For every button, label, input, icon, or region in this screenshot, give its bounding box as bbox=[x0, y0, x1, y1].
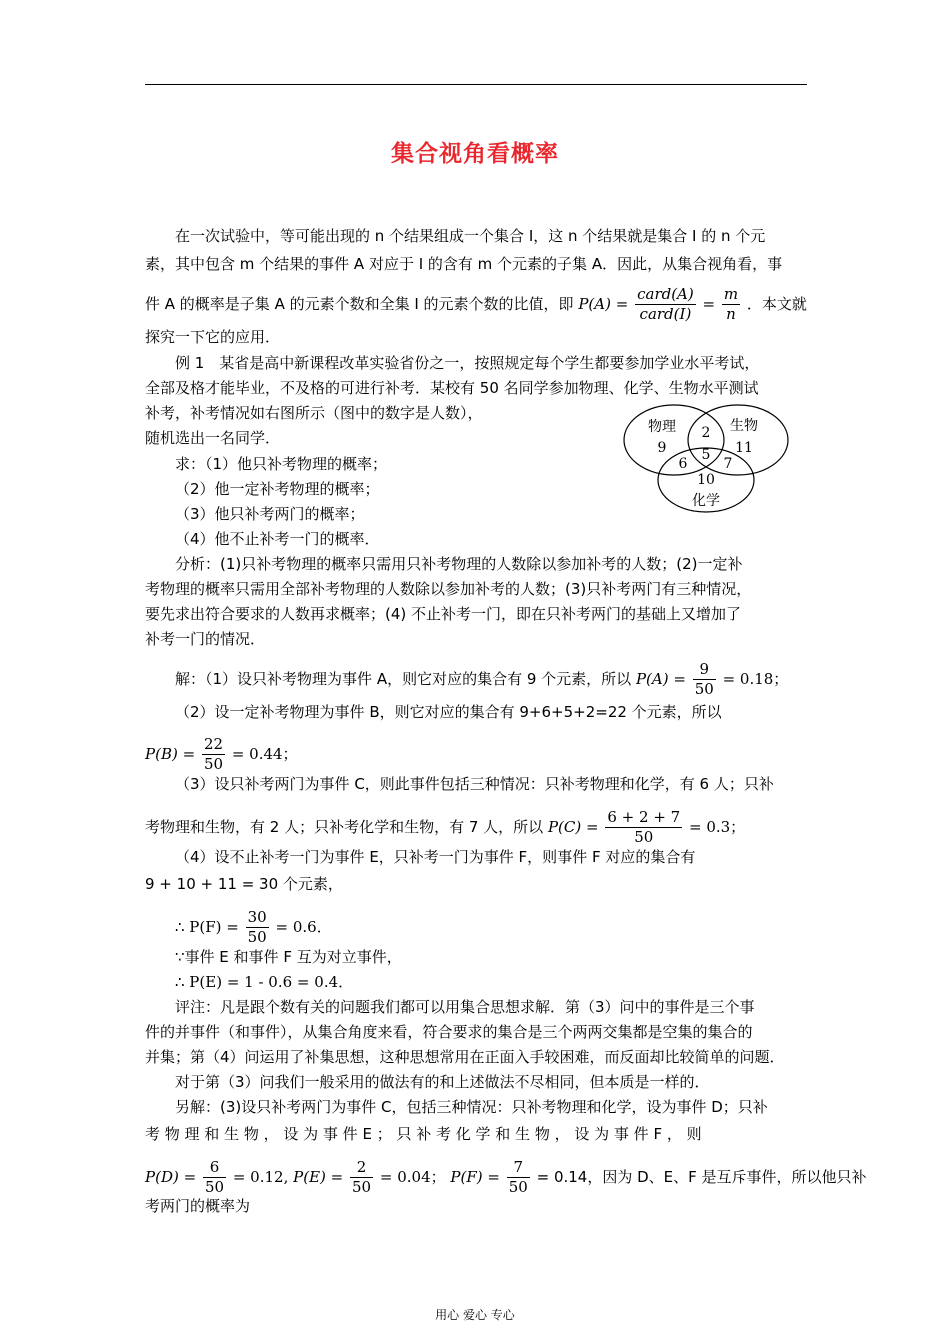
n-denominator: n bbox=[726, 305, 736, 323]
physics-only-count: 9 bbox=[657, 440, 667, 456]
analysis-line-1: 分析：(1)只补考物理的概率只需用只补考物理的人数除以参加补考的人数；(2)一定补 bbox=[175, 555, 743, 573]
intro-line-2: 素，其中包含 m 个结果的事件 A 对应于 I 的含有 m 个元素的子集 A．因此，从集合视角看，事 bbox=[145, 255, 783, 273]
alt-e-fraction bbox=[350, 1158, 373, 1197]
solution-2-line-2 bbox=[145, 735, 298, 774]
intro-line-4: 探究一下它的应用． bbox=[145, 328, 281, 346]
solution-1-num: 9 bbox=[693, 660, 716, 680]
solution-4-fraction bbox=[246, 908, 269, 947]
solution-2-fraction bbox=[202, 735, 225, 774]
alt-e-rhs: = 0.04； bbox=[379, 1168, 446, 1186]
chemistry-label: 化学 bbox=[692, 493, 720, 509]
solution-3-line-2 bbox=[145, 808, 745, 847]
solution-4-lhs: ∴ P(F) = bbox=[175, 918, 239, 936]
solution-4-rhs: = 0.6． bbox=[275, 918, 332, 936]
solution-2-line-1: （2）设一定补考物理为事件 B，则它对应的集合有 9+6+5+2=22 个元素，所以 bbox=[175, 703, 722, 721]
analysis-line-3: 要先求出符合要求的人数再求概率；(4) 不止补考一门，即在只补考两门的基础上又增加了 bbox=[145, 605, 742, 623]
alt-f-lhs: P(F) = bbox=[450, 1168, 500, 1186]
alt-d-fraction bbox=[203, 1158, 226, 1197]
solution-3-den: 50 bbox=[634, 828, 654, 846]
solution-2-rhs: = 0.44； bbox=[231, 745, 298, 763]
solution-4-line-4: ∵事件 E 和事件 F 互为对立事件， bbox=[175, 948, 402, 966]
all-three-count: 5 bbox=[701, 447, 711, 463]
solution-3-text: 考物理和生物，有 2 人；只补考化学和生物，有 7 人，所以 bbox=[145, 818, 544, 836]
example-line-2: 全部及格才能毕业，不及格的可进行补考．某校有 50 名同学参加物理、化学、生物水平测试 bbox=[145, 379, 759, 397]
analysis-line-4: 补考一门的情况． bbox=[145, 630, 266, 648]
solution-2-num: 22 bbox=[203, 735, 224, 753]
solution-2-lhs: P(B) = bbox=[145, 745, 196, 763]
solution-3-lhs: P(C) = bbox=[547, 818, 599, 836]
physics-chemistry-count: 6 bbox=[678, 456, 688, 472]
solution-1 bbox=[175, 660, 788, 699]
m-numerator: m bbox=[723, 285, 739, 303]
intro-line-1: 在一次试验中，等可能出现的 n 个结果组成一个集合 I，这 n 个结果就是集合 I 的 n 个元 bbox=[175, 227, 766, 245]
card-denominator: card(I) bbox=[639, 305, 692, 323]
solution-3-num: 6 + 2 + 7 bbox=[607, 808, 681, 826]
page-title: 集合视角看概率 bbox=[391, 141, 559, 167]
alt-line-2: 考 物 理 和 生 物 ， 设 为 事 件 E ； 只 补 考 化 学 和 生 物 ， 设 为 事 件 F ， 则 bbox=[145, 1125, 702, 1143]
card-numerator: card(A) bbox=[637, 285, 694, 303]
example-line-4: 随机选出一名同学． bbox=[145, 429, 281, 447]
solution-4-line-1: （4）设不止补考一门为事件 E，只补考一门为事件 F，则事件 F 对应的集合有 bbox=[175, 848, 696, 866]
example-line-3: 补考，补考情况如右图所示（图中的数字是人数）， bbox=[145, 404, 483, 422]
question-1: 求：（1）他只补考物理的概率； bbox=[175, 455, 388, 473]
question-2: （2）他一定补考物理的概率； bbox=[175, 480, 380, 498]
intro-line-3-text: 件 A 的概率是子集 A 的元素个数和全集 I 的元素个数的比值，即 bbox=[145, 295, 574, 313]
solution-3-line-1: （3）设只补考两门为事件 C，则此事件包括三种情况：只补考物理和化学，有 6 人；只补 bbox=[175, 775, 774, 793]
question-4: （4）他不止补考一门的概率． bbox=[175, 530, 380, 548]
alt-line-3 bbox=[145, 1158, 867, 1197]
biology-label: 生物 bbox=[730, 418, 758, 434]
example-line-1: 例 1 某省是高中新课程改革实验省份之一，按照规定每个学生都要参加学业水平考试， bbox=[175, 354, 760, 372]
mn-fraction bbox=[722, 285, 740, 324]
card-fraction bbox=[635, 285, 696, 324]
solution-1-lhs: P(A) = bbox=[635, 670, 686, 688]
formula-eq: = bbox=[702, 295, 716, 313]
alt-f-den: 50 bbox=[508, 1178, 528, 1196]
solution-1-den: 50 bbox=[694, 680, 714, 698]
alt-f-fraction bbox=[507, 1158, 530, 1197]
chemistry-only-count: 10 bbox=[697, 472, 715, 488]
solution-2-den: 50 bbox=[203, 755, 224, 773]
solution-4-line-3 bbox=[175, 908, 332, 947]
intro-line-3 bbox=[145, 285, 807, 324]
question-3: （3）他只补考两门的概率； bbox=[175, 505, 365, 523]
venn-diagram bbox=[622, 402, 790, 514]
formula-lhs: P(A) = bbox=[578, 295, 629, 313]
comment-line-1: 评注：凡是跟个数有关的问题我们都可以用集合思想求解．第（3）问中的事件是三个事 bbox=[175, 998, 755, 1016]
alt-d-rhs: = 0.12, bbox=[232, 1168, 289, 1186]
solution-3-rhs: = 0.3； bbox=[688, 818, 746, 836]
comment-line-3: 并集；第（4）问运用了补集思想，这种思想常用在正面入手较困难，而反面却比较简单的问题． bbox=[145, 1048, 785, 1066]
physics-label: 物理 bbox=[648, 419, 676, 435]
comment-line-2: 件的并事件（和事件），从集合角度来看，符合要求的集合是三个两两交集都是空集的集合的 bbox=[145, 1023, 753, 1041]
physics-biology-count: 2 bbox=[701, 425, 711, 441]
alt-line-1: 另解：(3)设只补考两门为事件 C，包括三种情况：只补考物理和化学，设为事件 D；只补 bbox=[175, 1098, 768, 1116]
comment-line-4: 对于第（3）问我们一般采用的做法有的和上述做法不尽相同，但本质是一样的． bbox=[175, 1073, 710, 1091]
solution-3-fraction bbox=[605, 808, 682, 847]
alt-e-num: 2 bbox=[350, 1158, 373, 1178]
solution-4-den: 50 bbox=[247, 928, 267, 946]
header-rule bbox=[145, 84, 807, 85]
alt-f-rhs: = 0.14，因为 D、E、F 是互斥事件，所以他只补 bbox=[536, 1168, 867, 1186]
solution-4-num: 30 bbox=[247, 908, 267, 926]
analysis-line-2: 考物理的概率只需用全部补考物理的人数除以参加补考的人数；(3)只补考两门有三种情况， bbox=[145, 580, 752, 598]
solution-4-line-2: 9 + 10 + 11 = 30 个元素， bbox=[145, 875, 343, 893]
alt-d-den: 50 bbox=[204, 1178, 225, 1196]
intro-line-3-end: ．本文就 bbox=[746, 295, 807, 313]
solution-1-fraction bbox=[693, 660, 716, 699]
biology-only-count: 11 bbox=[735, 440, 753, 456]
page-footer: 用心 爱心 专心 bbox=[435, 1308, 515, 1322]
alt-e-den: 50 bbox=[352, 1178, 372, 1196]
alt-f-num: 7 bbox=[507, 1158, 530, 1178]
solution-4-line-5: ∴ P(E) = 1 - 0.6 = 0.4． bbox=[175, 973, 354, 991]
solution-1-text: 解：（1）设只补考物理为事件 A，则它对应的集合有 9 个元素，所以 bbox=[175, 670, 632, 688]
alt-d-lhs: P(D) = bbox=[145, 1168, 197, 1186]
alt-e-lhs: P(E) = bbox=[293, 1168, 344, 1186]
alt-line-4: 考两门的概率为 bbox=[145, 1197, 251, 1215]
solution-1-rhs: = 0.18； bbox=[722, 670, 789, 688]
alt-d-num: 6 bbox=[203, 1158, 226, 1178]
biology-chemistry-count: 7 bbox=[723, 456, 733, 472]
